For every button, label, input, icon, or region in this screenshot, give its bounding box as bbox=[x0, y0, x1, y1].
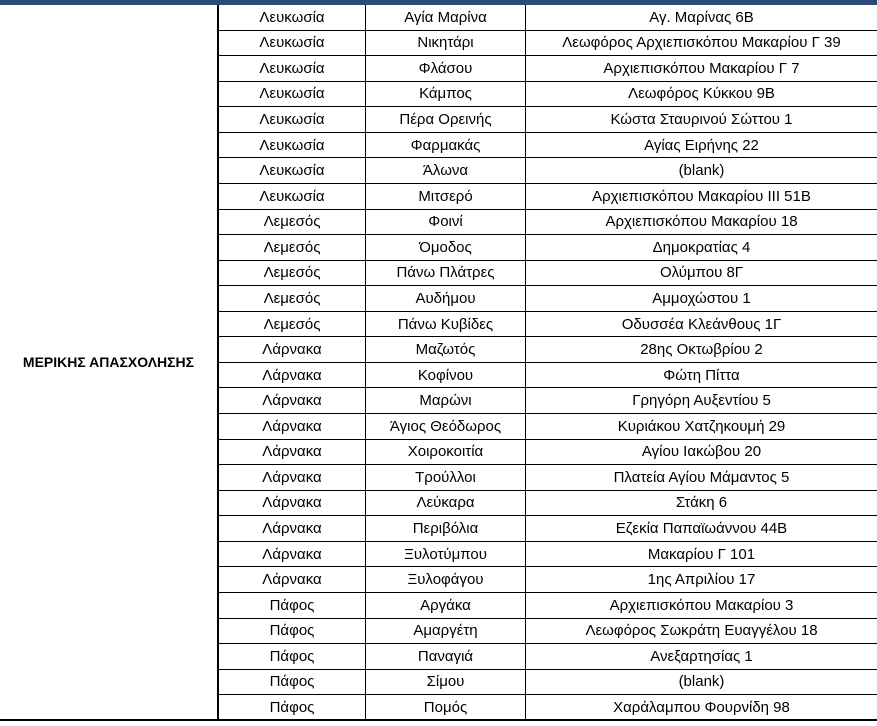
district-cell: Λάρνακα bbox=[219, 567, 366, 593]
community-cell: Αγία Μαρίνα bbox=[366, 5, 526, 31]
community-cell: Φλάσου bbox=[366, 56, 526, 82]
community-cell: Άγιος Θεόδωρος bbox=[366, 414, 526, 440]
community-cell: Αμαργέτη bbox=[366, 619, 526, 645]
community-cell: Παναγιά bbox=[366, 644, 526, 670]
district-cell: Πάφος bbox=[219, 593, 366, 619]
district-cell: Πάφος bbox=[219, 644, 366, 670]
community-cell: Πάνω Κυβίδες bbox=[366, 312, 526, 338]
district-cell: Πάφος bbox=[219, 619, 366, 645]
district-cell: Λευκωσία bbox=[219, 184, 366, 210]
address-cell: (blank) bbox=[526, 158, 877, 184]
district-cell: Λευκωσία bbox=[219, 82, 366, 108]
community-cell: Κοφίνου bbox=[366, 363, 526, 389]
address-cell: Αρχιεπισκόπου Μακαρίου 3 bbox=[526, 593, 877, 619]
community-cell: Φοινί bbox=[366, 210, 526, 236]
address-cell: Εζεκία Παπαϊωάννου 44Β bbox=[526, 516, 877, 542]
district-cell: Λάρνακα bbox=[219, 363, 366, 389]
community-cell: Μαζωτός bbox=[366, 337, 526, 363]
address-cell: 1ης Απριλίου 17 bbox=[526, 567, 877, 593]
address-cell: Κυριάκου Χατζηκουμή 29 bbox=[526, 414, 877, 440]
address-cell: Δημοκρατίας 4 bbox=[526, 235, 877, 261]
address-cell: Γρηγόρη Αυξεντίου 5 bbox=[526, 388, 877, 414]
address-cell: (blank) bbox=[526, 670, 877, 696]
community-cell: Μαρώνι bbox=[366, 388, 526, 414]
district-cell: Πάφος bbox=[219, 695, 366, 721]
address-cell: Κώστα Σταυρινού Σώττου 1 bbox=[526, 107, 877, 133]
district-cell: Λάρνακα bbox=[219, 388, 366, 414]
district-cell: Λεμεσός bbox=[219, 286, 366, 312]
address-cell: Αρχιεπισκόπου Μακαρίου 18 bbox=[526, 210, 877, 236]
district-cell: Λάρνακα bbox=[219, 440, 366, 466]
district-cell: Λάρνακα bbox=[219, 542, 366, 568]
address-cell: Αρχιεπισκόπου Μακαρίου ΙΙΙ 51Β bbox=[526, 184, 877, 210]
community-cell: Πομός bbox=[366, 695, 526, 721]
address-cell: Στάκη 6 bbox=[526, 491, 877, 517]
community-cell: Όμοδος bbox=[366, 235, 526, 261]
address-cell: Πλατεία Αγίου Μάμαντος 5 bbox=[526, 465, 877, 491]
address-cell: Λεωφόρος Κύκκου 9Β bbox=[526, 82, 877, 108]
community-cell: Αυδήμου bbox=[366, 286, 526, 312]
community-cell: Τρούλλοι bbox=[366, 465, 526, 491]
category-label: ΜΕΡΙΚΗΣ ΑΠΑΣΧΟΛΗΣΗΣ bbox=[0, 5, 219, 721]
address-cell: Αμμοχώστου 1 bbox=[526, 286, 877, 312]
address-cell: Ανεξαρτησίας 1 bbox=[526, 644, 877, 670]
community-cell: Μιτσερό bbox=[366, 184, 526, 210]
district-cell: Πάφος bbox=[219, 670, 366, 696]
community-cell: Ξυλοτύμπου bbox=[366, 542, 526, 568]
district-cell: Λευκωσία bbox=[219, 133, 366, 159]
community-cell: Λεύκαρα bbox=[366, 491, 526, 517]
district-cell: Λάρνακα bbox=[219, 337, 366, 363]
community-cell: Χοιροκοιτία bbox=[366, 440, 526, 466]
locations-table bbox=[0, 5, 877, 721]
community-cell: Ξυλοφάγου bbox=[366, 567, 526, 593]
address-cell: Αγ. Μαρίνας 6Β bbox=[526, 5, 877, 31]
address-cell: Ολύμπου 8Γ bbox=[526, 261, 877, 287]
address-cell: Αγίου Ιακώβου 20 bbox=[526, 440, 877, 466]
district-cell: Λεμεσός bbox=[219, 235, 366, 261]
address-cell: Χαράλαμπου Φουρνίδη 98 bbox=[526, 695, 877, 721]
district-cell: Λάρνακα bbox=[219, 465, 366, 491]
district-cell: Λευκωσία bbox=[219, 107, 366, 133]
address-cell: Φώτη Πίττα bbox=[526, 363, 877, 389]
address-cell: Λεωφόρος Αρχιεπισκόπου Μακαρίου Γ 39 bbox=[526, 31, 877, 57]
community-cell: Κάμπος bbox=[366, 82, 526, 108]
address-cell: Αγίας Ειρήνης 22 bbox=[526, 133, 877, 159]
community-cell: Περιβόλια bbox=[366, 516, 526, 542]
district-cell: Λευκωσία bbox=[219, 31, 366, 57]
address-cell: Αρχιεπισκόπου Μακαρίου Γ 7 bbox=[526, 56, 877, 82]
district-cell: Λεμεσός bbox=[219, 261, 366, 287]
district-cell: Λάρνακα bbox=[219, 414, 366, 440]
district-cell: Λάρνακα bbox=[219, 491, 366, 517]
district-cell: Λευκωσία bbox=[219, 5, 366, 31]
district-cell: Λεμεσός bbox=[219, 312, 366, 338]
district-cell: Λευκωσία bbox=[219, 56, 366, 82]
district-cell: Λεμεσός bbox=[219, 210, 366, 236]
community-cell: Νικητάρι bbox=[366, 31, 526, 57]
address-cell: Οδυσσέα Κλεάνθους 1Γ bbox=[526, 312, 877, 338]
community-cell: Αργάκα bbox=[366, 593, 526, 619]
address-cell: Μακαρίου Γ 101 bbox=[526, 542, 877, 568]
community-cell: Πάνω Πλάτρες bbox=[366, 261, 526, 287]
community-cell: Σίμου bbox=[366, 670, 526, 696]
community-cell: Πέρα Ορεινής bbox=[366, 107, 526, 133]
address-cell: Λεωφόρος Σωκράτη Ευαγγέλου 18 bbox=[526, 619, 877, 645]
community-cell: Άλωνα bbox=[366, 158, 526, 184]
address-cell: 28ης Οκτωβρίου 2 bbox=[526, 337, 877, 363]
community-cell: Φαρμακάς bbox=[366, 133, 526, 159]
district-cell: Λευκωσία bbox=[219, 158, 366, 184]
district-cell: Λάρνακα bbox=[219, 516, 366, 542]
